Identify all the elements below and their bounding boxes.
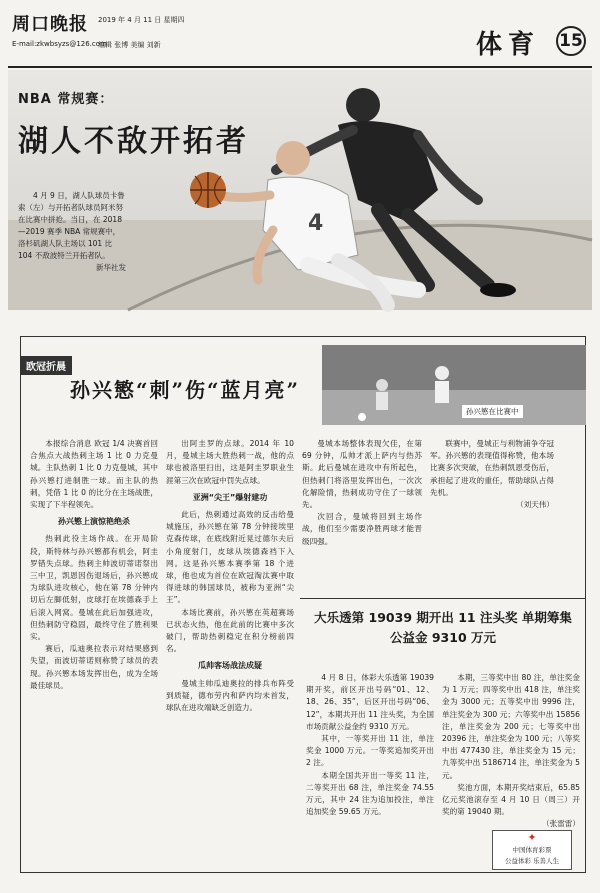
article-paragraph: 曼城主帅瓜迪奥拉的排兵布阵受到质疑，德布劳内和萨内均未首发，球队在进攻端缺乏创造力。 bbox=[166, 678, 294, 713]
lottery-column-1 bbox=[306, 672, 434, 860]
hero-caption bbox=[18, 190, 126, 274]
article-photo bbox=[322, 345, 586, 425]
section-name: 体育 bbox=[476, 30, 541, 60]
article-subhead: 瓜帅客场战法成疑 bbox=[198, 661, 262, 671]
editor-line: 编辑 张博 美编 刘新 bbox=[98, 41, 161, 49]
article-signer: （刘天伟） bbox=[516, 500, 554, 510]
hero-headline: 湖人不敌开拓者 bbox=[18, 124, 249, 159]
article-paragraph: 赛后，瓜迪奥拉表示对结果感到失望，而波切蒂诺则称赞了球员的表现。孙兴慜本场发挥出色，成为全场最佳球员。 bbox=[30, 644, 158, 690]
article-column-3 bbox=[302, 438, 422, 598]
page-number: 15 bbox=[556, 26, 586, 56]
article-paragraph: 曼城本场整体表现欠佳，在第 69 分钟，瓜帅才派上萨内与热苏斯。此后曼城在进攻中有所起色，但热刺门将洛里发挥出色，一次次化解险情，热刺成功守住了一球领先。 bbox=[302, 439, 422, 510]
article-paragraph: 次回合，曼城将回到主场作战，他们至少需要净胜两球才能晋级四强。 bbox=[302, 512, 422, 546]
article-tag: 欧冠折晨 bbox=[20, 356, 72, 375]
lottery-title: 大乐透第 19039 期开出 11 注头奖 单期筹集公益金 9310 万元 bbox=[314, 610, 572, 645]
hero-kicker: NBA 常规赛： bbox=[18, 92, 114, 107]
lottery-signer: （张雷雷） bbox=[542, 819, 580, 829]
article-column-1 bbox=[30, 438, 158, 868]
hero-caption-credit: 新华社发 bbox=[96, 263, 126, 272]
article-column-2 bbox=[166, 438, 294, 868]
lottery-logo-text: 中国体育彩票 bbox=[512, 846, 552, 854]
article-subhead: 孙兴慜上演惊艳绝杀 bbox=[58, 517, 130, 527]
article-paragraph: 本场比赛前，孙兴慜在英超赛场已状态火热，他在此前的比赛中多次破门，帮助热刺稳定在积分榜前四名。 bbox=[166, 607, 294, 654]
article-paragraph: 此后，热刺通过高效的反击给曼城施压，孙兴慜在第 78 分钟接埃里克森传球，在底线附近晃过德尔夫后小角度射门，皮球从埃德森裆下入网。这是孙兴慜本赛季第 18 个进球，他也成为首位在欧冠淘汰赛中取得进球的韩国球员，被称为亚洲“尖王”。 bbox=[166, 510, 294, 605]
football-icon bbox=[358, 413, 366, 421]
article-title: 孙兴慜“刺”伤“蓝月亮” bbox=[70, 378, 301, 402]
article-paragraph: 热刺此役主场作战。在开局阶段，斯特林与孙兴慜都有机会，阿圭罗错失点球。热刺主帅波切蒂诺祭出三中卫，凯恩因伤退场后，孙兴慜成为球队进攻核心，他在第 78 分钟内切后左脚低射，皮球打在埃德森手上后滚入网窝。曼城在此后加强进攻，但热刺防守稳固，最终守住了胜利果实。 bbox=[30, 534, 158, 642]
hero-caption-text: 4 月 9 日，湖人队球员卡鲁索（左）与开拓者队球员阿米努在比赛中拼抢。当日，在 2018—2019 赛季 NBA 常规赛中，洛杉矶湖人队主场以 101 比 104 不敌波特兰开拓者队。 bbox=[18, 191, 125, 260]
article-photo-caption: 孙兴慜在比赛中 bbox=[462, 405, 523, 418]
date-line: 2019 年 4 月 11 日 星期四 bbox=[98, 16, 185, 24]
lottery-paragraph: 4 月 8 日，体彩大乐透第 19039 期开奖，前区开出号码“01、12、18、26、35”，后区开出号码“06、12”，本期共开出 11 注头奖，为全国市场贡献公益金约 9310 万元。 bbox=[306, 673, 434, 731]
lottery-paragraph: 本期，三等奖中出 80 注，单注奖金为 1 万元；四等奖中出 418 注，单注奖金为 3000 元；五等奖中出 9996 注，单注奖金为 300 元；六等奖中出 15856 注，单注奖金为 200 元；七等奖中出 20396 注，单注奖金为 100 元；八等奖中出 477430 注，单注奖金为 15 元；九等奖中出 5186714 注，单注奖金为 5 元。 bbox=[442, 673, 580, 780]
article-subhead: 亚洲“尖王”爆射建功 bbox=[192, 492, 268, 502]
lottery-paragraph: 本期全国共开出一等奖 11 注，二等奖开出 68 注，单注奖金 74.55 万元，其中 24 注为追加投注，单注追加奖金 59.65 万元。 bbox=[306, 770, 434, 817]
sports-lottery-logo bbox=[492, 830, 572, 870]
paper-name: 周口晚报 bbox=[12, 14, 88, 35]
lottery-column-2 bbox=[442, 672, 580, 829]
hero-photo bbox=[8, 70, 592, 310]
masthead bbox=[8, 6, 592, 68]
football-scene-illustration bbox=[322, 345, 586, 425]
article-column-4 bbox=[430, 438, 554, 598]
svg-text:4: 4 bbox=[308, 211, 324, 236]
article-paragraph: 本报综合消息 欧冠 1/4 决赛首回合焦点大战热刺主场 1 比 0 力克曼城。主队热刺 1 比 0 力克曼城，其中孙兴慜打进制胜一球。而主队的热刺，凭借 1 比 0 的比分在主场战胜，实现了下半程领先。 bbox=[30, 439, 158, 510]
basketball-icon bbox=[190, 172, 226, 208]
lottery-paragraph: 奖池方面，本期开奖结束后，65.85 亿元奖池滚存至 4 月 10 日（周三）开奖的第 19040 期。 bbox=[442, 782, 580, 817]
lottery-paragraph: 其中，一等奖开出 11 注，单注奖金 1000 万元。一等奖追加奖开出 2 注。 bbox=[306, 734, 434, 768]
article-paragraph: 出阿圭罗的点球。2014 年 10 月，曼城主场大胜热刺一战，他的点球也被洛里扫出，这是阿圭罗职业生涯第三次在欧冠中罚失点球。 bbox=[166, 439, 294, 485]
article-paragraph: 联赛中，曼城正与利物浦争夺冠军。孙兴慜的表现值得称赞，他本场比赛多次突破，在热刺凯恩受伤后，承担起了进攻的重任，帮助球队占得先机。 bbox=[430, 439, 554, 497]
email-line: E-mail:zkwbsyzs@126.com bbox=[12, 40, 107, 48]
lottery-logo-slogan: 公益体彩 乐善人生 bbox=[504, 857, 560, 865]
lottery-logo-icon: ✦ bbox=[527, 831, 537, 844]
